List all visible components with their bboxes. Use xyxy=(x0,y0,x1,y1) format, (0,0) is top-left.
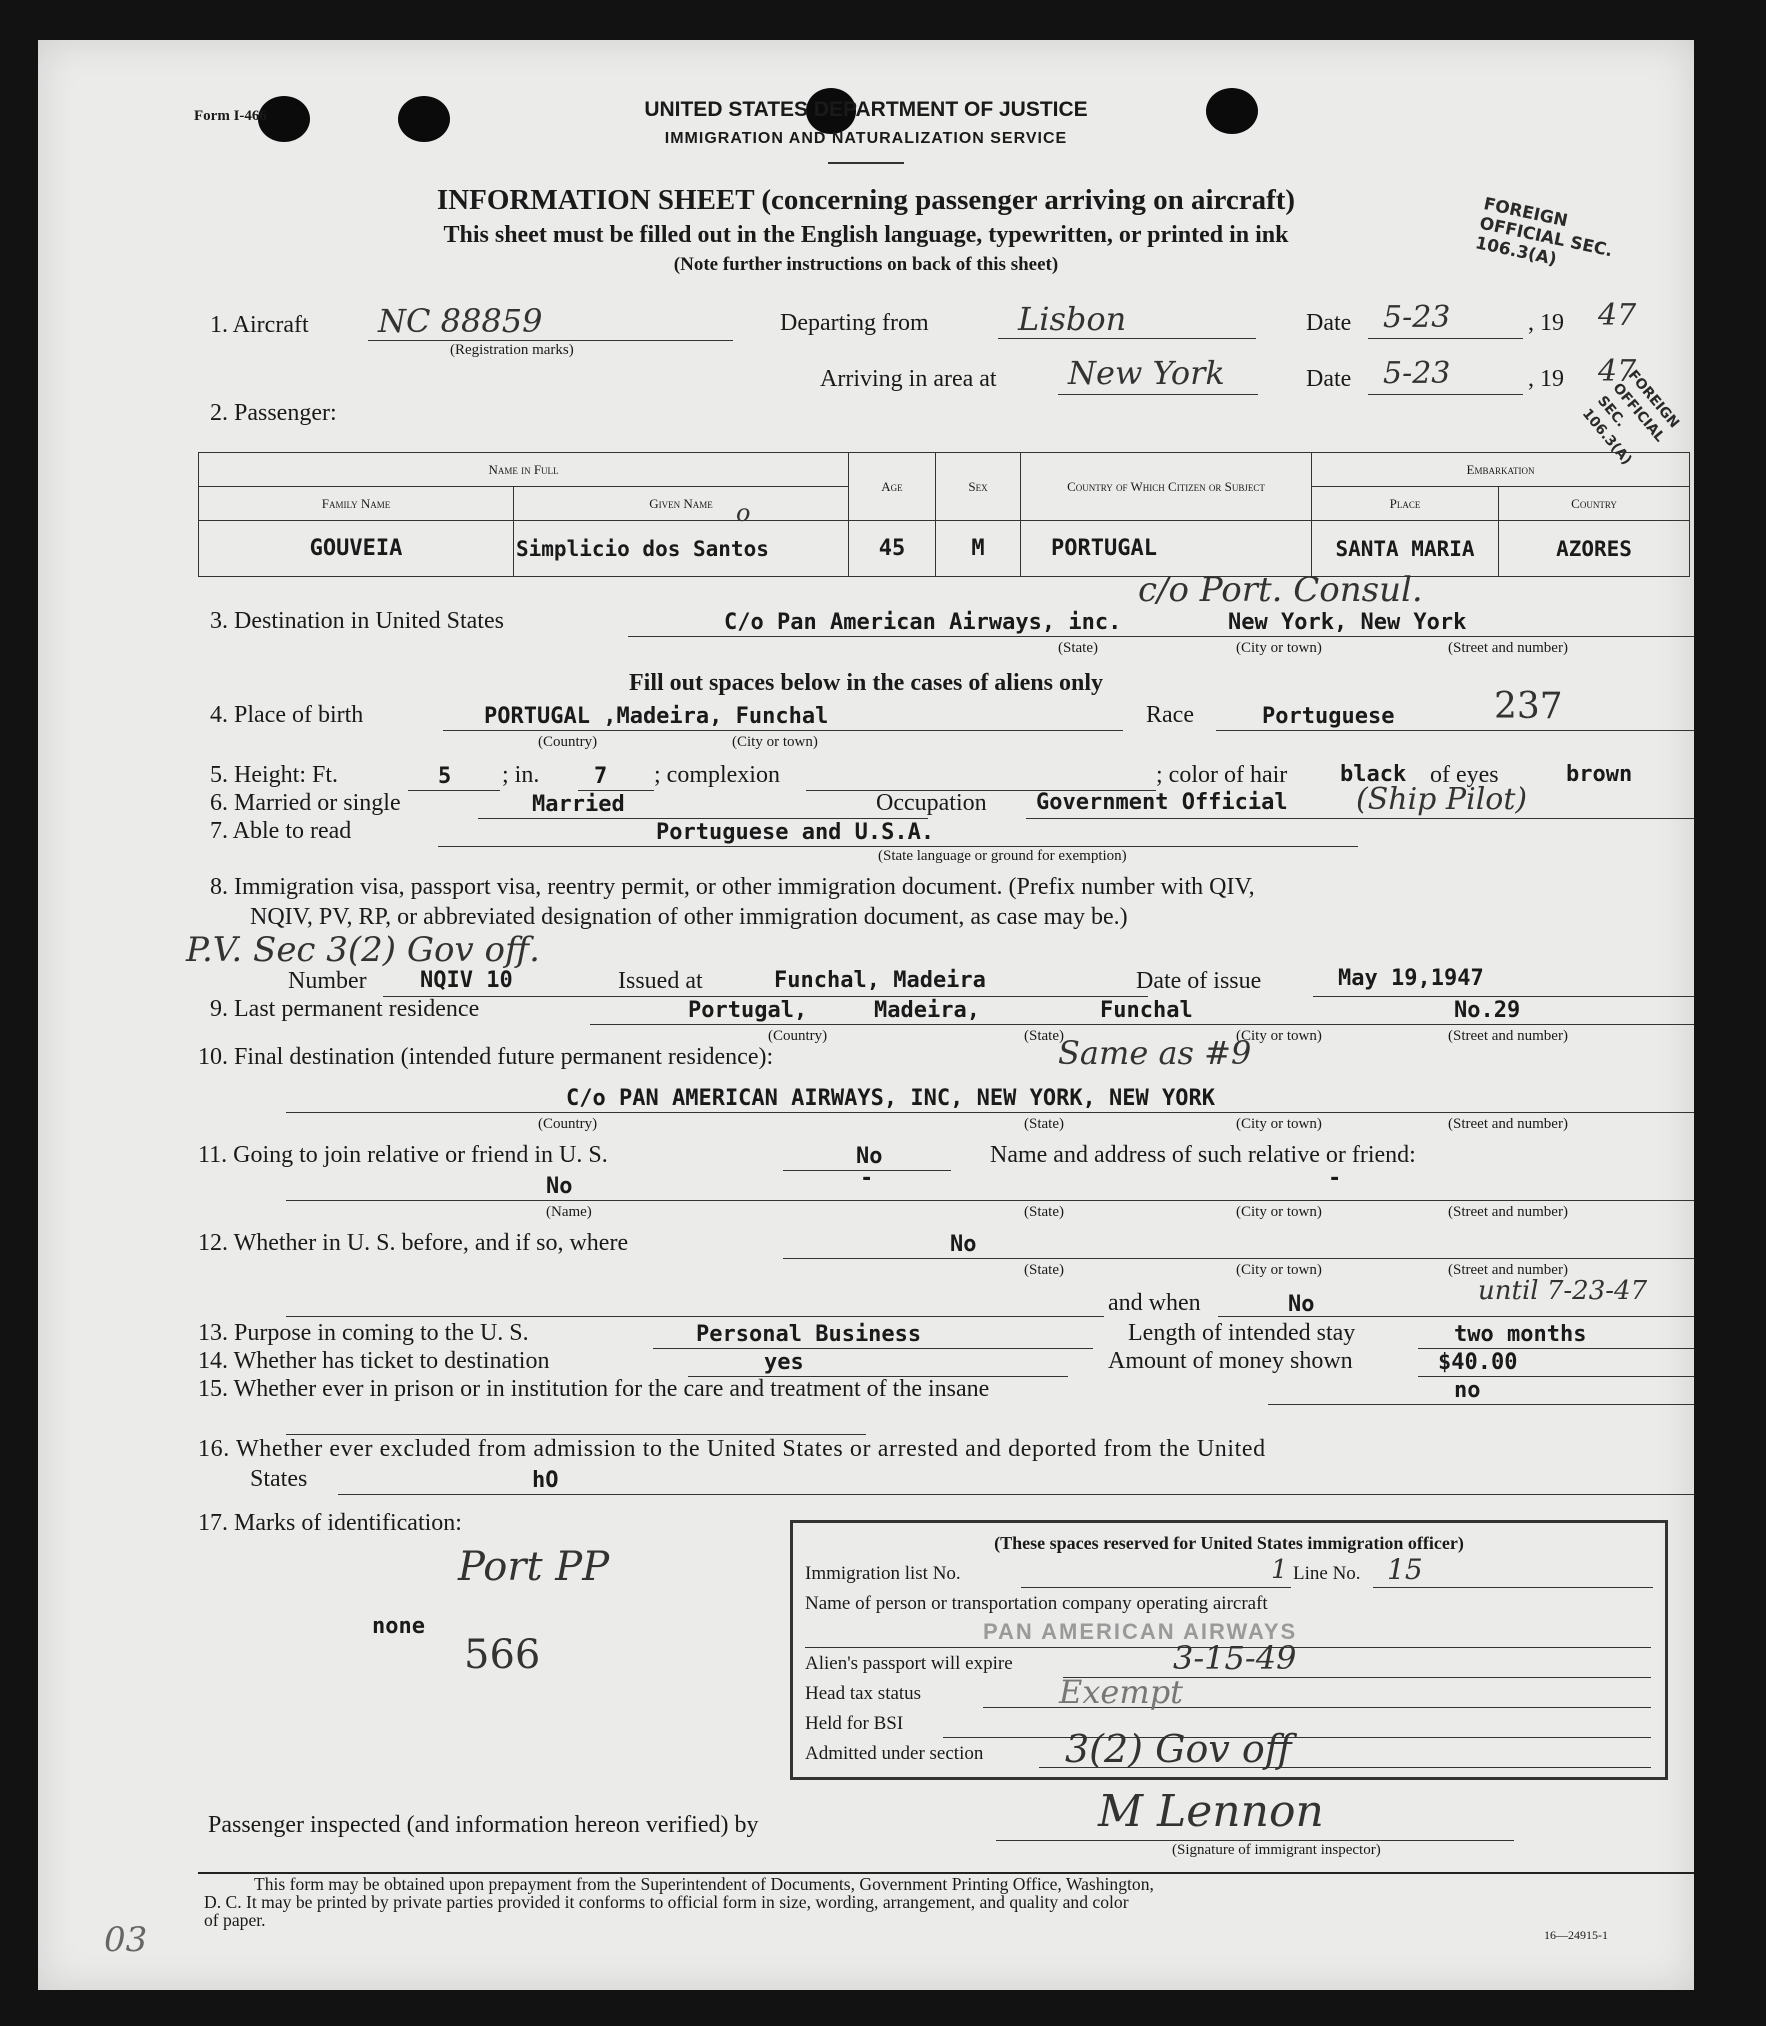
eyes-value: brown xyxy=(1566,762,1633,787)
form-number: Form I-466 xyxy=(194,108,267,124)
height-label: 5. Height: Ft. xyxy=(210,762,339,788)
visa-hand-note: P.V. Sec 3(2) Gov off. xyxy=(186,930,540,970)
aliens-heading: Fill out spaces below in the cases of aliens only xyxy=(628,670,1103,696)
when-hand-note: until 7-23-47 xyxy=(1478,1276,1648,1306)
line xyxy=(286,1112,1694,1113)
line-no-value: 15 xyxy=(1387,1553,1423,1586)
line xyxy=(368,340,733,341)
caption: (Registration marks) xyxy=(450,342,574,358)
given-name-value: Simplicio dos Santos xyxy=(516,536,769,561)
line xyxy=(438,846,1358,847)
signature-caption: (Signature of immigrant inspector) xyxy=(1172,1842,1381,1858)
line xyxy=(478,818,928,819)
line xyxy=(1368,338,1523,339)
height-ft: 5 xyxy=(438,764,452,789)
passenger-label: 2. Passenger: xyxy=(210,400,337,426)
identification-label: 17. Marks of identification: xyxy=(198,1510,462,1536)
visa-label-2: NQIV, PV, RP, or abbreviated designation of other immigration document, as case may be.) xyxy=(250,904,1128,930)
visa-number-label: Number xyxy=(288,968,367,994)
caption: (Street and number) xyxy=(1448,1116,1568,1132)
department-title: UNITED STATES DEPARTMENT OF JUSTICE xyxy=(644,98,1088,121)
footer-text-1: This form may be obtained upon prepayment from the Superintendent of Documents, Government Printing Office, Washington, xyxy=(254,1874,1154,1894)
page-note: (Note further instructions on back of this sheet) xyxy=(673,254,1059,275)
caption: (State) xyxy=(1024,1028,1064,1044)
caption: (Country) xyxy=(538,1116,598,1132)
final-destination-value: C/o PAN AMERICAN AIRWAYS, INC, NEW YORK, NEW YORK xyxy=(566,1086,1216,1111)
family-name-cell: GOUVEIA xyxy=(199,521,514,577)
read-label: 7. Able to read xyxy=(210,818,352,844)
footer-text-3: of paper. xyxy=(204,1910,266,1930)
table-header: Country xyxy=(1499,487,1690,521)
complexion-label: ; complexion xyxy=(654,762,780,788)
occupation-label: Occupation xyxy=(876,790,987,816)
departure-year: 47 xyxy=(1598,298,1637,333)
stay-label: Length of intended stay xyxy=(1128,1320,1356,1346)
identification-hand-1: Port PP xyxy=(458,1544,610,1590)
table-header: Place xyxy=(1312,487,1499,521)
line xyxy=(286,1316,1104,1317)
corner-mark: 03 xyxy=(104,1920,148,1960)
list-no-label: Immigration list No. xyxy=(805,1563,961,1584)
residence-state: Madeira, xyxy=(874,998,980,1023)
when-label: and when xyxy=(1108,1290,1201,1316)
relative-name-label: Name and address of such relative or friend: xyxy=(990,1142,1416,1168)
line xyxy=(1313,996,1694,997)
arrival-date: 5-23 xyxy=(1383,356,1451,391)
caption: (Country) xyxy=(538,734,598,750)
passport-expire-label: Alien's passport will expire xyxy=(805,1653,1013,1674)
excluded-label: 16. Whether ever excluded from admission to the United States or arrested and deported from the United xyxy=(198,1436,1266,1462)
age-cell: 45 xyxy=(849,521,936,577)
header-rule xyxy=(828,162,904,164)
identification-value: none xyxy=(372,1614,425,1639)
ticket-label: 14. Whether has ticket to destination xyxy=(198,1348,550,1374)
marital-label: 6. Married or single xyxy=(210,790,401,816)
caption: (Name) xyxy=(546,1204,592,1220)
destination-hand-note: c/o Port. Consul. xyxy=(1138,570,1423,610)
inspected-label: Passenger inspected (and information hereon verified) by xyxy=(208,1812,759,1838)
admitted-value: 3(2) Gov off xyxy=(1065,1727,1292,1771)
line xyxy=(1268,1404,1694,1405)
caption: (Street and number) xyxy=(1448,1262,1568,1278)
hair-value: black xyxy=(1340,762,1407,787)
company-label: Name of person or transportation company operating aircraft xyxy=(805,1593,1268,1614)
line xyxy=(653,1348,1093,1349)
relative-name-value: No xyxy=(546,1174,573,1199)
line xyxy=(443,730,1123,731)
bsi-label: Held for BSI xyxy=(805,1713,904,1734)
aircraft-label: 1. Aircraft xyxy=(210,312,309,338)
race-code: 237 xyxy=(1494,686,1563,727)
caption: (State) xyxy=(1024,1116,1064,1132)
print-code: 16—24915-1 xyxy=(1544,1928,1608,1942)
embark-country-cell: AZORES xyxy=(1499,521,1690,577)
line-no-label: Line No. xyxy=(1293,1563,1361,1584)
line xyxy=(1418,1348,1694,1349)
caption: (City or town) xyxy=(1236,640,1322,656)
hair-label: ; color of hair xyxy=(1156,762,1288,788)
line xyxy=(1418,1376,1694,1377)
issued-label: Issued at xyxy=(618,968,703,994)
caption: (Street and number) xyxy=(1448,640,1568,656)
stamp-foreign-official: FOREIGN OFFICIAL SEC. 106.3(A) xyxy=(1473,194,1615,270)
table-header: Given Name xyxy=(514,487,849,521)
table-header: Family Name xyxy=(199,487,514,521)
line xyxy=(1368,394,1523,395)
line xyxy=(1058,394,1258,395)
arriving-label: Arriving in area at xyxy=(820,366,997,392)
visa-number: NQIV 10 xyxy=(420,968,513,993)
caption: (City or town) xyxy=(1236,1028,1322,1044)
line xyxy=(338,1494,1694,1495)
race-value: Portuguese xyxy=(1262,704,1395,729)
previous-visit-value: No xyxy=(950,1232,977,1257)
issued-value: Funchal, Madeira xyxy=(774,968,986,993)
read-value: Portuguese and U.S.A. xyxy=(656,820,935,845)
citizen-cell: PORTUGAL xyxy=(1021,521,1312,577)
inspector-signature: M Lennon xyxy=(1098,1786,1324,1837)
relative-dash: - xyxy=(860,1166,874,1191)
page-subtitle: This sheet must be filled out in the English language, typewritten, or printed in ink xyxy=(443,222,1289,248)
departing-value: Lisbon xyxy=(1018,300,1127,338)
caption: (City or town) xyxy=(732,734,818,750)
issue-date-value: May 19,1947 xyxy=(1338,966,1484,991)
aircraft-value: NC 88859 xyxy=(378,302,543,340)
departing-label: Departing from xyxy=(780,310,929,336)
money-label: Amount of money shown xyxy=(1108,1348,1353,1374)
residence-city: Funchal xyxy=(1100,998,1193,1023)
table-header: Embarkation xyxy=(1312,453,1690,487)
eyes-label: of eyes xyxy=(1430,762,1499,788)
line xyxy=(628,636,1694,637)
given-name-correction: o xyxy=(736,499,751,527)
table-header: Age xyxy=(849,453,936,521)
join-relative-label: 11. Going to join relative or friend in U. S. xyxy=(198,1142,608,1168)
residence-label: 9. Last permanent residence xyxy=(210,996,480,1022)
head-tax-label: Head tax status xyxy=(805,1683,922,1704)
birthplace-value: PORTUGAL ,Madeira, Funchal xyxy=(484,704,829,729)
company-value: PAN AMERICAN AIRWAYS xyxy=(983,1619,1298,1644)
residence-street: No.29 xyxy=(1454,998,1521,1023)
line xyxy=(1021,1587,1291,1588)
caption: (City or town) xyxy=(1236,1204,1322,1220)
line xyxy=(1026,818,1694,819)
purpose-value: Personal Business xyxy=(696,1322,922,1347)
officer-box-title: (These spaces reserved for United States immigration officer) xyxy=(994,1533,1464,1553)
departure-date: 5-23 xyxy=(1383,300,1451,335)
passport-expire-value: 3-15-49 xyxy=(1173,1639,1297,1677)
line xyxy=(783,1258,1694,1259)
destination-label: 3. Destination in United States xyxy=(210,608,504,634)
height-in-label: ; in. xyxy=(502,762,540,788)
ticket-value: yes xyxy=(764,1350,804,1375)
line xyxy=(286,1434,866,1435)
page-title: INFORMATION SHEET (concerning passenger arriving on aircraft) xyxy=(436,184,1296,216)
stamp-foreign-official: FOREIGN OFFICIAL SEC. 106.3(A) xyxy=(1578,367,1683,469)
list-no-value: 1 xyxy=(1271,1555,1288,1585)
footer-text-2: D. C. It may be printed by private parties provided it conforms to official form in size, wording, arrangement, and quality and color xyxy=(204,1892,1129,1912)
caption: (State) xyxy=(1024,1262,1064,1278)
prison-value: no xyxy=(1454,1378,1481,1403)
occupation-hand-note: (Ship Pilot) xyxy=(1356,782,1528,817)
passenger-table xyxy=(198,452,1690,577)
line xyxy=(996,1840,1514,1841)
caption: (State) xyxy=(1024,1204,1064,1220)
when-value: No xyxy=(1288,1292,1315,1317)
money-value: $40.00 xyxy=(1438,1350,1518,1375)
line xyxy=(590,1024,1694,1025)
table-header: Country of Which Citizen or Subject xyxy=(1021,453,1312,521)
visa-label: 8. Immigration visa, passport visa, reentry permit, or other immigration document. (Prefix number with QIV, xyxy=(210,874,1255,900)
year-prefix: , 19 xyxy=(1528,366,1564,392)
final-destination-label: 10. Final destination (intended future permanent residence): xyxy=(198,1044,774,1070)
service-title: IMMIGRATION AND NATURALIZATION SERVICE xyxy=(664,130,1068,147)
excluded-label-2: States xyxy=(250,1466,308,1492)
marital-value: Married xyxy=(532,792,625,817)
table-header: Sex xyxy=(936,453,1021,521)
occupation-value: Government Official xyxy=(1036,790,1288,815)
line xyxy=(383,996,1148,997)
stay-value: two months xyxy=(1454,1322,1587,1347)
officer-box xyxy=(790,1520,1668,1780)
line xyxy=(943,1737,1651,1738)
caption: (State language or ground for exemption) xyxy=(878,848,1127,864)
line xyxy=(998,338,1256,339)
destination-city: New York, New York xyxy=(1228,610,1467,635)
residence-country: Portugal, xyxy=(688,998,808,1023)
place-cell: SANTA MARIA xyxy=(1312,521,1499,577)
line xyxy=(1373,1587,1653,1588)
relative-dash: - xyxy=(1328,1166,1342,1191)
identification-hand-2: 566 xyxy=(464,1632,541,1678)
prison-label: 15. Whether ever in prison or in institution for the care and treatment of the insane xyxy=(198,1376,990,1402)
caption: (City or town) xyxy=(1236,1116,1322,1132)
caption: (State) xyxy=(1058,640,1098,656)
previous-visit-label: 12. Whether in U. S. before, and if so, where xyxy=(198,1230,629,1256)
line xyxy=(286,1200,1694,1201)
height-in: 7 xyxy=(594,764,608,789)
final-destination-hand: Same as #9 xyxy=(1058,1034,1252,1072)
destination-street: C/o Pan American Airways, inc. xyxy=(724,610,1122,635)
date-label: Date xyxy=(1306,366,1352,392)
caption: (Street and number) xyxy=(1448,1028,1568,1044)
arrival-year: 47 xyxy=(1598,354,1637,389)
purpose-label: 13. Purpose in coming to the U. S. xyxy=(198,1320,529,1346)
caption: (City or town) xyxy=(1236,1262,1322,1278)
year-prefix: , 19 xyxy=(1528,310,1564,336)
line xyxy=(408,790,500,791)
arriving-value: New York xyxy=(1068,354,1225,392)
line xyxy=(1216,730,1694,731)
table-header: Name in Full xyxy=(199,453,849,487)
caption: (Country) xyxy=(768,1028,828,1044)
form-sheet xyxy=(38,40,1694,1990)
head-tax-value: Exempt xyxy=(1059,1673,1184,1711)
join-relative-value: No xyxy=(856,1144,883,1169)
line xyxy=(578,790,654,791)
date-label: Date xyxy=(1306,310,1352,336)
issue-date-label: Date of issue xyxy=(1136,968,1262,994)
caption: (Street and number) xyxy=(1448,1204,1568,1220)
admitted-label: Admitted under section xyxy=(805,1743,984,1764)
race-label: Race xyxy=(1146,702,1194,728)
sex-cell: M xyxy=(936,521,1021,577)
excluded-value: hO xyxy=(532,1468,559,1493)
birthplace-label: 4. Place of birth xyxy=(210,702,364,728)
